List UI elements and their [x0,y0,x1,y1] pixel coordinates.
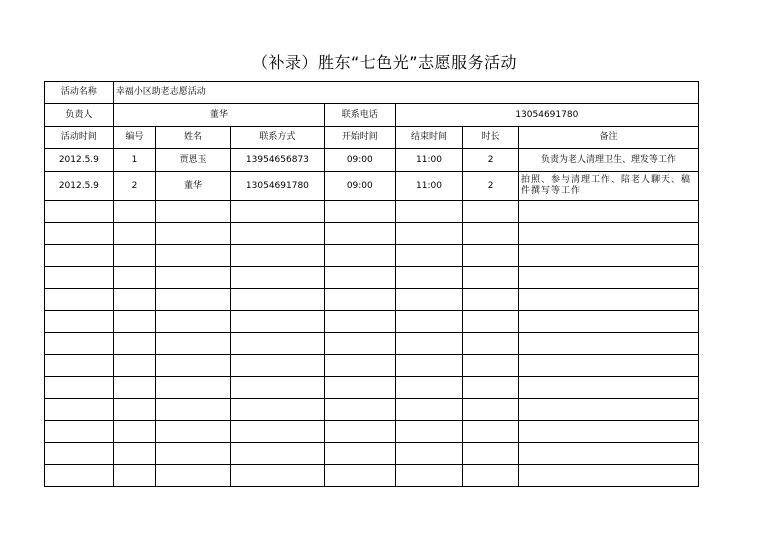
empty-cell[interactable] [113,399,155,421]
empty-cell[interactable] [518,223,698,245]
empty-cell[interactable] [113,465,155,487]
row-end[interactable]: 11:00 [395,172,463,201]
page-title: （补录）胜东“七色光”志愿服务活动 [251,53,518,72]
empty-cell[interactable] [156,443,231,465]
empty-cell[interactable] [230,223,324,245]
empty-row [45,399,699,421]
empty-cell[interactable] [230,465,324,487]
row-start[interactable]: 09:00 [324,172,395,201]
empty-cell[interactable] [518,377,698,399]
empty-cell[interactable] [45,201,114,223]
row-duration[interactable]: 2 [463,172,519,201]
empty-cell[interactable] [395,245,463,267]
empty-cell[interactable] [463,421,519,443]
header-start: 开始时间 [324,127,395,149]
header-time: 活动时间 [45,127,114,149]
empty-cell[interactable] [518,289,698,311]
empty-cell[interactable] [324,289,395,311]
empty-cell[interactable] [156,421,231,443]
row-name[interactable]: 贾恩玉 [156,149,231,172]
empty-row [45,311,699,333]
empty-cell[interactable] [113,223,155,245]
empty-cell[interactable] [518,421,698,443]
empty-cell[interactable] [45,443,114,465]
empty-cell[interactable] [324,245,395,267]
empty-cell[interactable] [395,377,463,399]
empty-cell[interactable] [113,421,155,443]
empty-cell[interactable] [230,311,324,333]
header-contact: 联系方式 [230,127,324,149]
empty-row [45,267,699,289]
table-row [45,149,699,172]
empty-cell[interactable] [463,223,519,245]
empty-cell[interactable] [395,355,463,377]
empty-cell[interactable] [113,377,155,399]
empty-cell[interactable] [518,443,698,465]
empty-cell[interactable] [156,377,231,399]
empty-cell[interactable] [463,333,519,355]
empty-cell[interactable] [45,465,114,487]
leader-label: 负责人 [45,104,114,127]
empty-cell[interactable] [324,377,395,399]
volunteer-table [44,81,699,487]
leader-value[interactable]: 董华 [113,104,324,127]
empty-cell[interactable] [230,377,324,399]
empty-row [45,333,699,355]
empty-cell[interactable] [324,399,395,421]
row-contact[interactable]: 13054691780 [230,172,324,201]
empty-cell[interactable] [324,465,395,487]
empty-cell[interactable] [45,223,114,245]
empty-cell[interactable] [395,399,463,421]
empty-row [45,421,699,443]
empty-row [45,245,699,267]
empty-cell[interactable] [230,421,324,443]
empty-cell[interactable] [324,311,395,333]
header-duration: 时长 [463,127,519,149]
row-duration[interactable]: 2 [463,149,519,172]
empty-cell[interactable] [395,421,463,443]
empty-cell[interactable] [518,311,698,333]
empty-cell[interactable] [113,289,155,311]
empty-cell[interactable] [324,333,395,355]
empty-cell[interactable] [324,443,395,465]
empty-cell[interactable] [45,311,114,333]
row-number[interactable]: 1 [113,149,155,172]
empty-cell[interactable] [463,465,519,487]
row-end[interactable]: 11:00 [395,149,463,172]
empty-cell[interactable] [156,311,231,333]
empty-cell[interactable] [156,465,231,487]
empty-cell[interactable] [324,223,395,245]
empty-cell[interactable] [45,355,114,377]
empty-cell[interactable] [518,201,698,223]
phone-value[interactable]: 13054691780 [395,104,698,127]
empty-cell[interactable] [156,223,231,245]
empty-cell[interactable] [230,289,324,311]
empty-cell[interactable] [324,201,395,223]
empty-cell[interactable] [463,443,519,465]
empty-cell[interactable] [45,267,114,289]
header-number: 编号 [113,127,155,149]
row-remark[interactable]: 负责为老人清理卫生、理发等工作 [518,149,698,172]
empty-cell[interactable] [113,311,155,333]
empty-cell[interactable] [113,443,155,465]
empty-cell[interactable] [395,223,463,245]
empty-cell[interactable] [156,267,231,289]
header-name: 姓名 [156,127,231,149]
empty-row [45,355,699,377]
empty-cell[interactable] [45,289,114,311]
row-date[interactable]: 2012.5.9 [45,149,114,172]
empty-cell[interactable] [230,443,324,465]
row-contact[interactable]: 13954656873 [230,149,324,172]
empty-cell[interactable] [463,289,519,311]
empty-cell[interactable] [45,377,114,399]
table-row [45,172,699,201]
leader-row [45,104,699,127]
empty-cell[interactable] [156,399,231,421]
header-end: 结束时间 [395,127,463,149]
empty-cell[interactable] [463,245,519,267]
empty-row [45,289,699,311]
empty-cell[interactable] [518,333,698,355]
empty-cell[interactable] [113,201,155,223]
header-row [45,127,699,149]
empty-cell[interactable] [156,355,231,377]
empty-cell[interactable] [324,267,395,289]
empty-cell[interactable] [230,333,324,355]
empty-cell[interactable] [518,399,698,421]
empty-cell[interactable] [463,201,519,223]
empty-row [45,377,699,399]
row-start[interactable]: 09:00 [324,149,395,172]
activity-name-value[interactable]: 幸福小区助老志愿活动 [113,82,698,104]
empty-cell[interactable] [230,355,324,377]
empty-cell[interactable] [463,377,519,399]
empty-cell[interactable] [45,245,114,267]
empty-cell[interactable] [113,333,155,355]
empty-cell[interactable] [463,311,519,333]
empty-cell[interactable] [156,201,231,223]
empty-cell[interactable] [45,421,114,443]
empty-cell[interactable] [156,289,231,311]
empty-cell[interactable] [230,267,324,289]
empty-cell[interactable] [230,399,324,421]
activity-name-row [45,82,699,104]
empty-cell[interactable] [395,311,463,333]
empty-cell[interactable] [395,201,463,223]
empty-cell[interactable] [230,201,324,223]
row-name[interactable]: 董华 [156,172,231,201]
empty-cell[interactable] [113,355,155,377]
empty-cell[interactable] [395,289,463,311]
empty-row [45,223,699,245]
empty-row [45,201,699,223]
empty-cell[interactable] [324,355,395,377]
empty-cell[interactable] [463,355,519,377]
empty-row [45,465,699,487]
empty-row [45,443,699,465]
empty-cell[interactable] [395,333,463,355]
empty-cell[interactable] [395,465,463,487]
empty-cell[interactable] [113,245,155,267]
empty-cell[interactable] [156,333,231,355]
row-remark[interactable]: 拍照、参与清理工作、陪老人聊天、稿件撰写等工作 [518,172,698,201]
empty-cell[interactable] [518,465,698,487]
empty-cell[interactable] [395,267,463,289]
empty-cell[interactable] [156,245,231,267]
header-remark: 备注 [518,127,698,149]
empty-cell[interactable] [395,443,463,465]
empty-cell[interactable] [518,267,698,289]
empty-cell[interactable] [463,399,519,421]
empty-cell[interactable] [324,421,395,443]
phone-label: 联系电话 [324,104,395,127]
row-number[interactable]: 2 [113,172,155,201]
empty-cell[interactable] [230,245,324,267]
empty-cell[interactable] [463,267,519,289]
empty-cell[interactable] [45,333,114,355]
empty-cell[interactable] [518,355,698,377]
empty-cell[interactable] [113,267,155,289]
row-date[interactable]: 2012.5.9 [45,172,114,201]
empty-cell[interactable] [45,399,114,421]
activity-name-label: 活动名称 [45,82,114,104]
empty-cell[interactable] [518,245,698,267]
